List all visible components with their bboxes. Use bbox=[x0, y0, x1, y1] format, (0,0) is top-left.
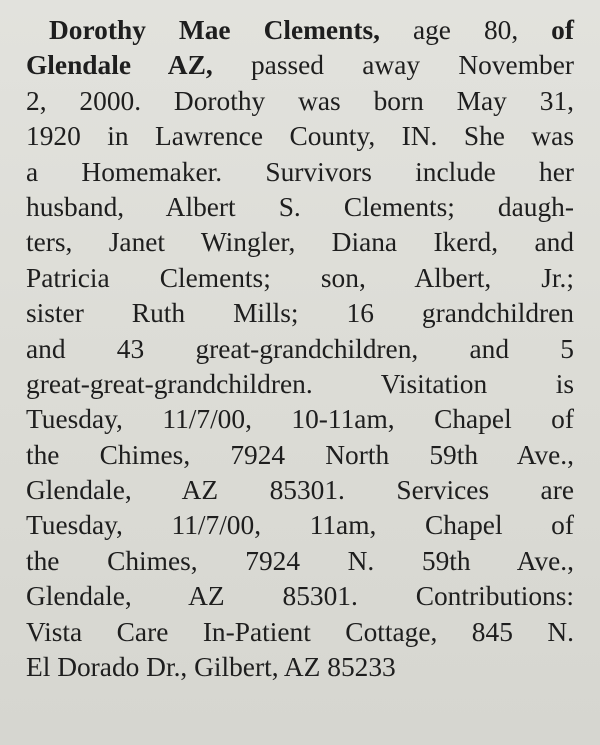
obituary-line-17: Glendale, AZ 85301. Contributions: bbox=[26, 581, 574, 612]
age-text: age 80, bbox=[379, 15, 552, 45]
obituary-line-8: Patricia Clements; son, Albert, Jr.; bbox=[26, 262, 574, 293]
obituary-line-19: El Dorado Dr., Gilbert, AZ 85233 bbox=[26, 652, 396, 683]
obituary-line-7: ters, Janet Wingler, Diana Ikerd, and bbox=[26, 227, 574, 258]
obituary-line-16: the Chimes, 7924 N. 59th Ave., bbox=[26, 545, 574, 576]
obituary-line-18: Vista Care In-Patient Cottage, 845 N. bbox=[26, 616, 574, 647]
obituary-line-3: 2, 2000. Dorothy was born May 31, bbox=[26, 85, 574, 116]
obituary-line-13: the Chimes, 7924 North 59th Ave., bbox=[26, 439, 574, 470]
obituary-line-2 bbox=[26, 48, 574, 83]
deceased-residence: Glendale AZ, bbox=[26, 50, 213, 81]
obituary-line-1 bbox=[26, 13, 574, 48]
obituary-line-6: husband, Albert S. Clements; daugh- bbox=[26, 191, 574, 222]
obituary-line-14: Glendale, AZ 85301. Services are bbox=[26, 475, 574, 506]
obituary-line-10: and 43 great-grandchildren, and 5 bbox=[26, 333, 574, 364]
obituary-line-text: passed away November bbox=[212, 50, 574, 81]
obituary-line-15: Tuesday, 11/7/00, 11am, Chapel of bbox=[26, 510, 574, 541]
deceased-name: Dorothy Mae Clements, bbox=[49, 15, 380, 45]
obituary-line-4: 1920 in Lawrence County, IN. She was bbox=[26, 121, 574, 152]
obituary-line-12: Tuesday, 11/7/00, 10-11am, Chapel of bbox=[26, 404, 574, 435]
obituary-line-9: sister Ruth Mills; 16 grandchildren bbox=[26, 298, 574, 329]
obituary-line-5: a Homemaker. Survivors include her bbox=[26, 156, 574, 187]
of-text: of bbox=[551, 15, 574, 45]
obituary-line-11: great-great-grandchildren. Visitation is bbox=[26, 368, 574, 399]
